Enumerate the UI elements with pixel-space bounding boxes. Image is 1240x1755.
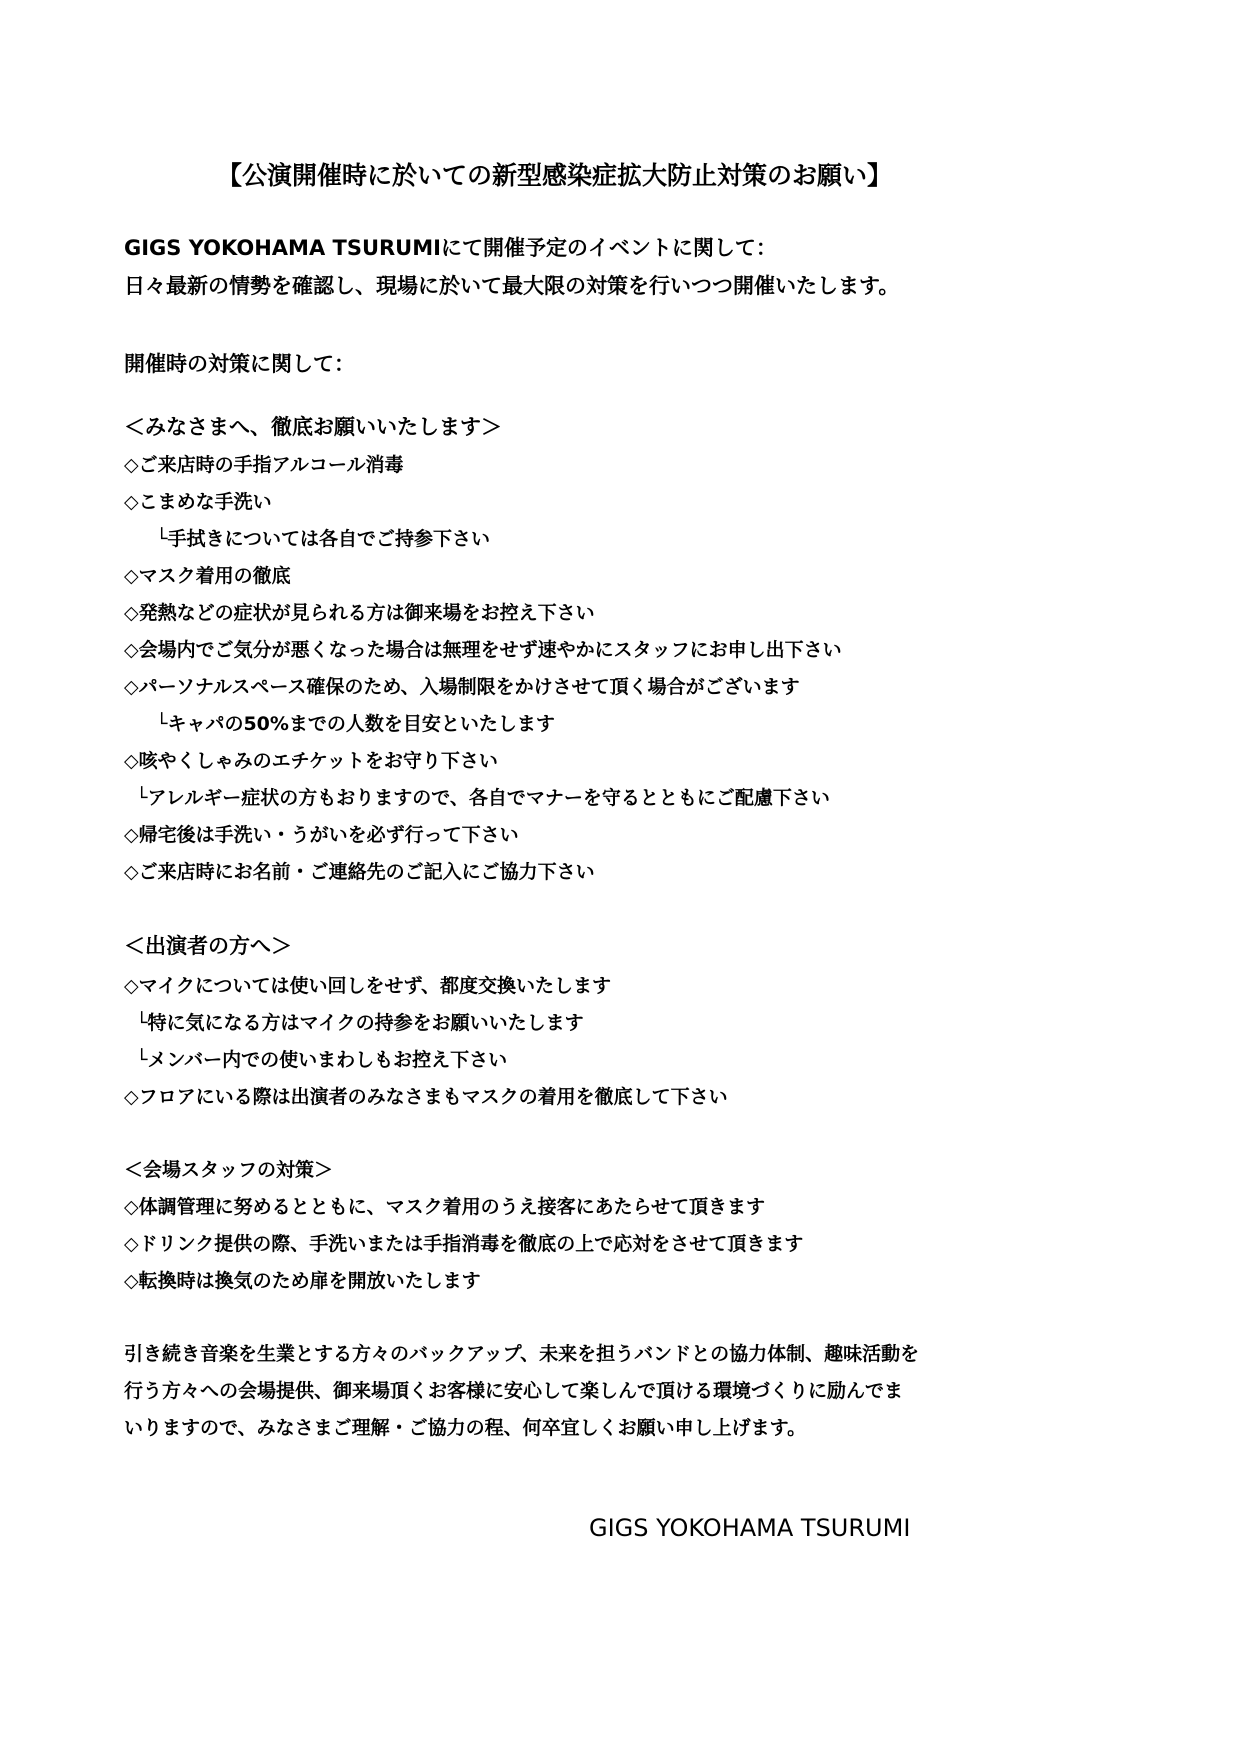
- audience-item: ◇ご来店時にお名前・ご連絡先のご記入にご協力下さい: [124, 861, 595, 883]
- audience-item: ◇発熱などの症状が見られる方は御来場をお控え下さい: [124, 602, 595, 624]
- staff-item: ◇ドリンク提供の際、手洗いまたは手指消毒を徹底の上で応対をさせて頂きます: [124, 1233, 804, 1255]
- audience-item: ◇咳やくしゃみのエチケットをお守り下さい: [124, 750, 498, 772]
- performers-item: ◇フロアにいる際は出演者のみなさまもマスクの着用を徹底して下さい: [124, 1086, 728, 1108]
- audience-item: ◇マスク着用の徹底: [124, 565, 291, 587]
- audience-heading: ＜みなさまへ、徹底お願いいたします＞: [124, 415, 502, 439]
- signature: GIGS YOKOHAMA TSURUMI: [589, 1514, 911, 1542]
- audience-item: ◇こまめな手洗い: [124, 491, 272, 513]
- closing-line-1: 引き続き音楽を生業とする方々のバックアップ、未来を担うバンドとの協力体制、趣味活動を: [124, 1343, 920, 1365]
- staff-item: ◇転換時は換気のため扉を開放いたします: [124, 1270, 481, 1292]
- audience-item: ◇ご来店時の手指アルコール消毒: [124, 454, 404, 476]
- performers-heading: ＜出演者の方へ＞: [124, 934, 292, 958]
- audience-item: ◇会場内でご気分が悪くなった場合は無理をせず速やかにスタッフにお申し出下さい: [124, 639, 842, 661]
- audience-item: ◇パーソナルスペース確保のため、入場制限をかけさせて頂く場合がございます: [124, 676, 800, 698]
- intro-line-2: 日々最新の情勢を確認し、現場に於いて最大限の対策を行いつつ開催いたします。: [124, 274, 900, 298]
- measures-heading: 開催時の対策に関して：: [124, 352, 355, 376]
- staff-item: ◇体調管理に努めるとともに、マスク着用のうえ接客にあたらせて頂きます: [124, 1196, 766, 1218]
- intro-line-1: GIGS YOKOHAMA TSURUMIにて開催予定のイベントに関して：: [124, 236, 777, 260]
- performers-item: ◇マイクについては使い回しをせず、都度交換いたします: [124, 975, 611, 997]
- staff-heading: ＜会場スタッフの対策＞: [124, 1159, 334, 1181]
- performers-subitem: └特に気になる方はマイクの持参をお願いいたします: [136, 1012, 584, 1034]
- closing-line-3: いりますので、みなさまご理解・ご協力の程、何卒宜しくお願い申し上げます。: [124, 1417, 807, 1439]
- audience-subitem: └アレルギー症状の方もおりますので、各自でマナーを守るとともにご配慮下さい: [136, 787, 830, 809]
- closing-line-2: 行う方々への会場提供、御来場頂くお客様に安心して楽しんで頂ける環境づくりに励んでま: [124, 1380, 904, 1402]
- performers-subitem: └メンバー内での使いまわしもお控え下さい: [136, 1049, 508, 1071]
- audience-item: ◇帰宅後は手洗い・うがいを必ず行って下さい: [124, 824, 519, 846]
- audience-subitem: └キャパの50%までの人数を目安といたします: [156, 713, 555, 735]
- document-title: 【公演開催時に於いての新型感染症拡大防止対策のお願い】: [217, 161, 893, 190]
- audience-subitem: └手拭きについては各自でご持参下さい: [156, 528, 491, 550]
